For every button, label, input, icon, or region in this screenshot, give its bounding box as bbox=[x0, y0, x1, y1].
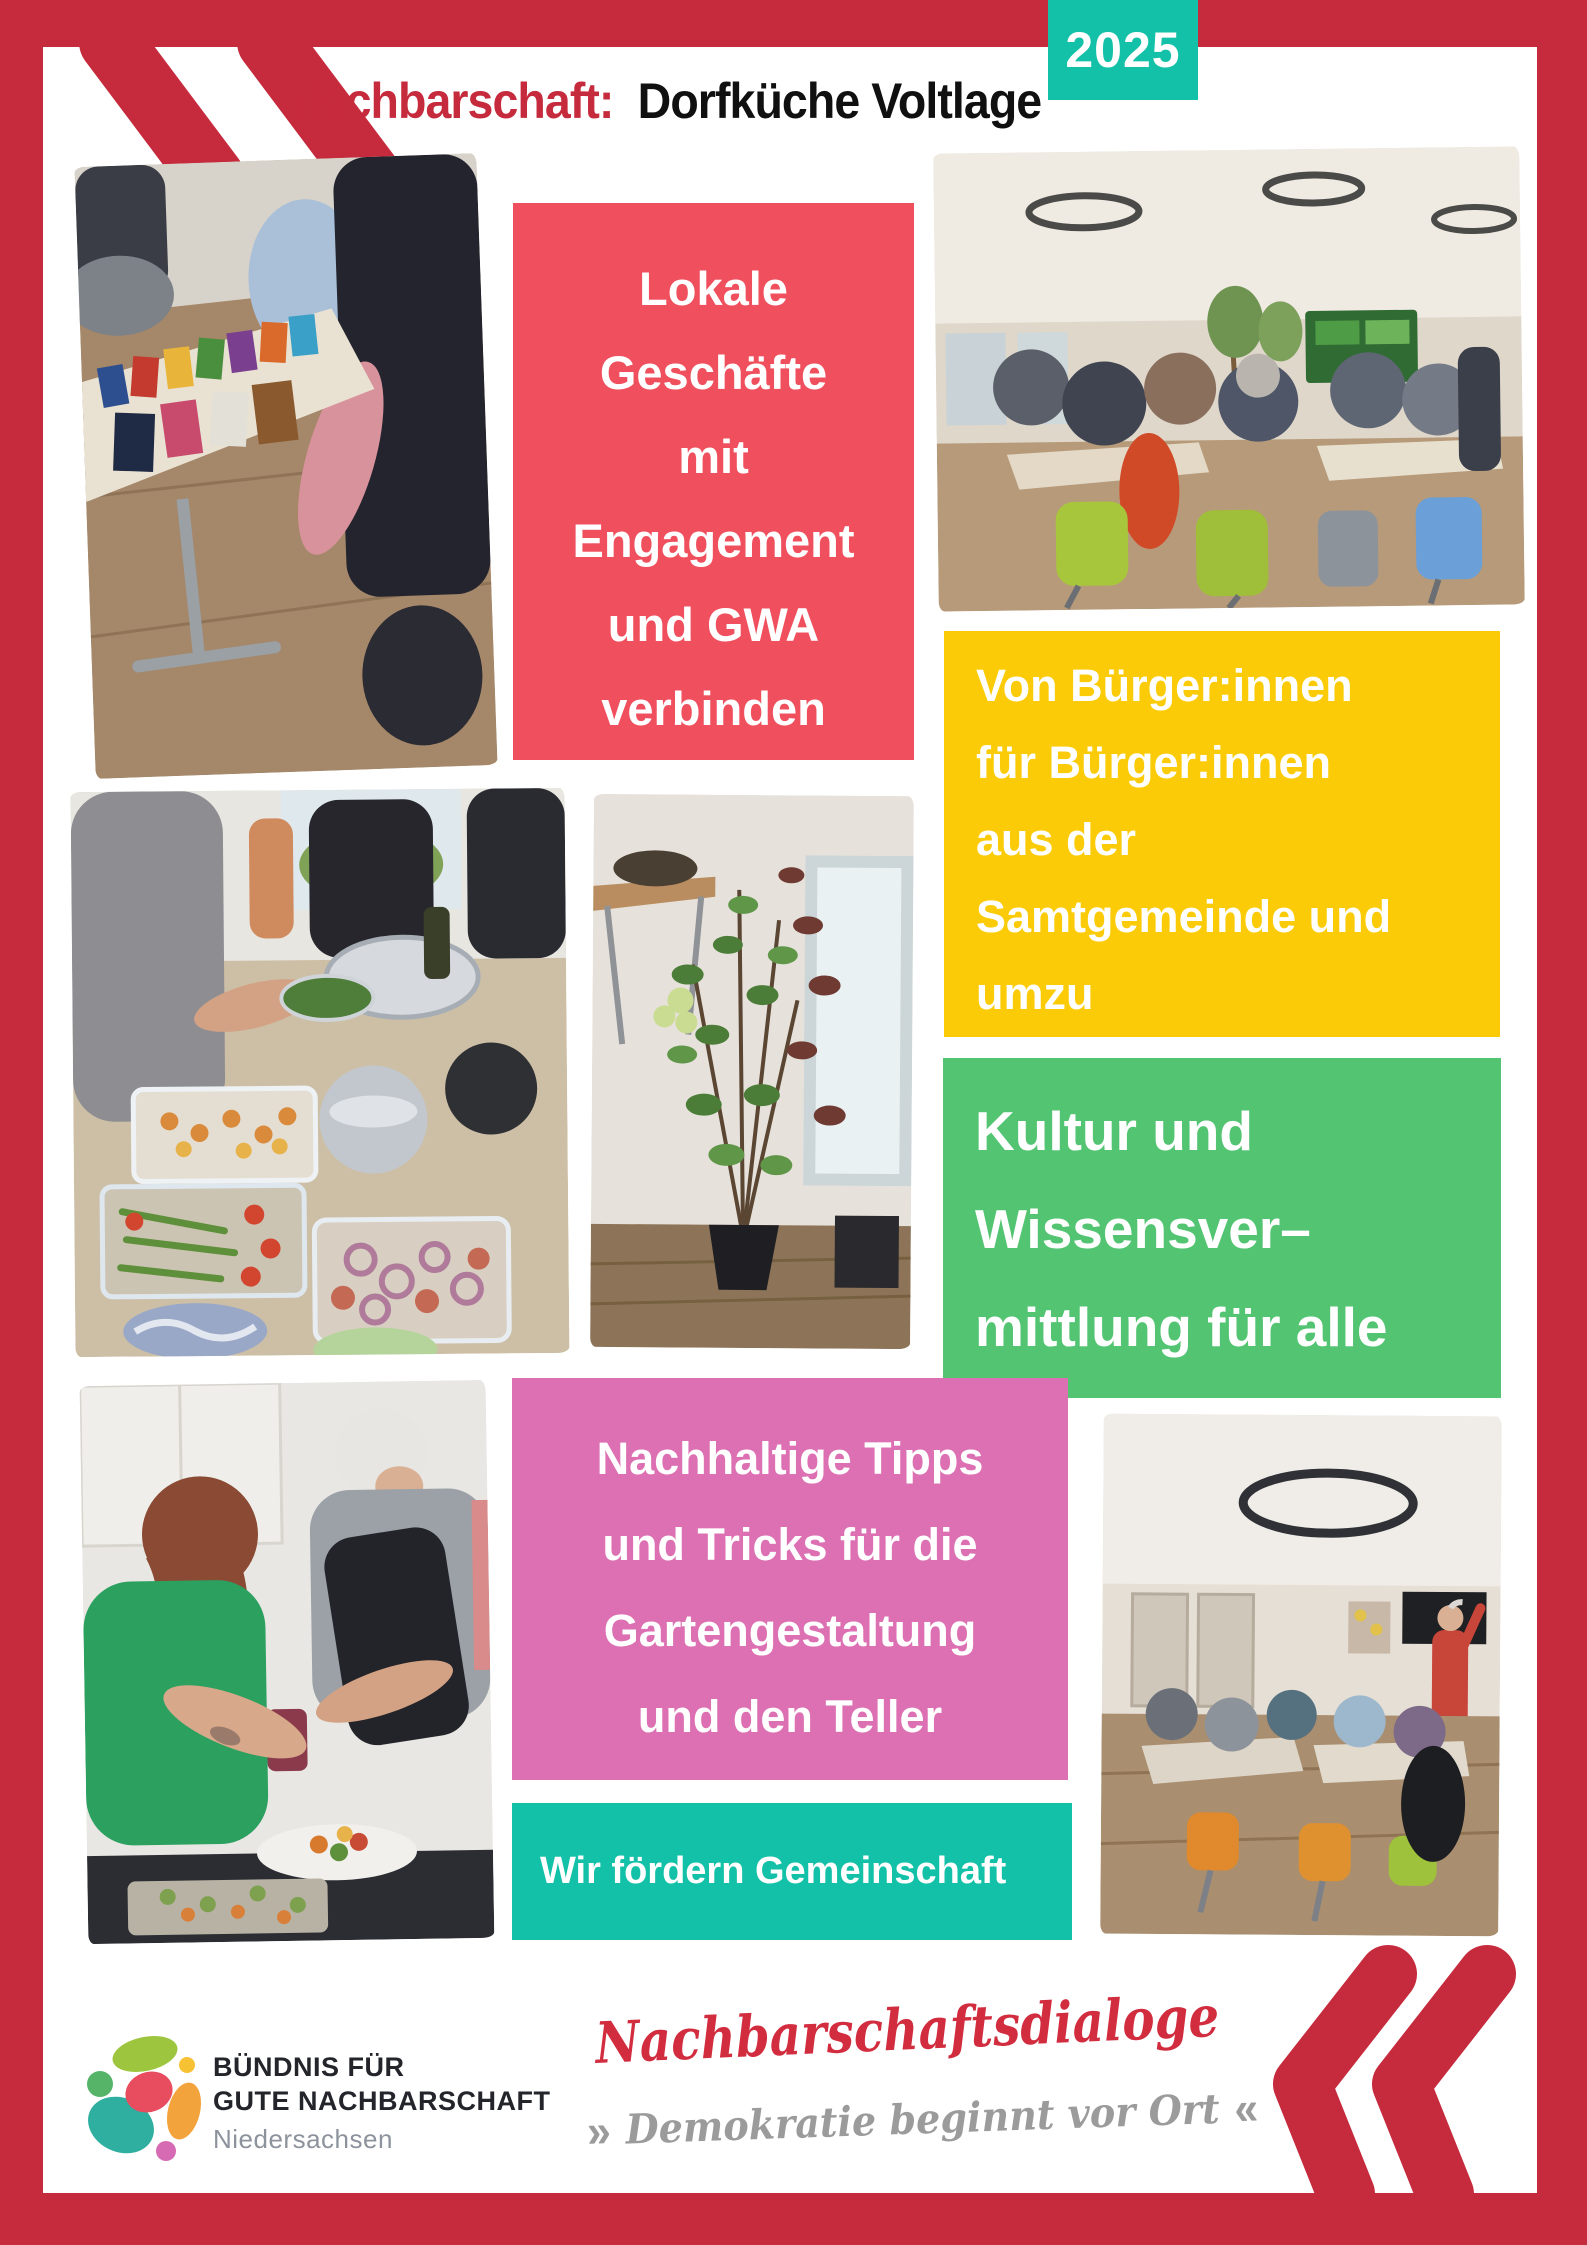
logo-line3: Niedersachsen bbox=[213, 2124, 393, 2154]
block-pink-line: und den Teller bbox=[637, 1691, 943, 1742]
year-badge bbox=[1048, 0, 1198, 100]
photo-meeting-presentation bbox=[933, 146, 1525, 611]
block-yellow-line: für Bürger:innen bbox=[976, 737, 1331, 788]
block-red-line: Lokale bbox=[639, 262, 788, 315]
photo-cooking-prep bbox=[71, 788, 570, 1357]
buendnis-logo-text bbox=[213, 2050, 550, 2156]
message-block-teal bbox=[512, 1803, 1072, 1940]
logo-line2: GUTE NACHBARSCHAFT bbox=[213, 2086, 551, 2116]
block-green-line: Kultur und bbox=[975, 1100, 1253, 1162]
photo-plating-illustration bbox=[80, 1380, 495, 1944]
block-yellow-line: Samtgemeinde und bbox=[976, 891, 1392, 942]
block-green-line: mittlung für alle bbox=[975, 1296, 1388, 1358]
photo-meeting-tables-illustration bbox=[1100, 1414, 1502, 1937]
block-pink-line: und Tricks für die bbox=[602, 1519, 978, 1570]
guillemet-left-icon: « bbox=[1233, 2081, 1260, 2135]
photo-plant-illustration bbox=[590, 794, 914, 1349]
closing-quote-icon bbox=[1262, 1944, 1542, 2204]
nachbarschaftsdialoge-wordmark: Nachbarschaftsdialoge bbox=[594, 1982, 1221, 2077]
block-red-line: verbinden bbox=[601, 682, 826, 735]
block-teal-text: Wir fördern Gemeinschaft bbox=[540, 1850, 1007, 1892]
frame-left bbox=[0, 0, 43, 2245]
year-badge-label: 2025 bbox=[1065, 22, 1181, 78]
block-red-line: mit bbox=[678, 430, 749, 483]
slogan bbox=[586, 2081, 1259, 2158]
block-yellow-line: umzu bbox=[976, 968, 1094, 1019]
block-pink-line: Nachhaltige Tipps bbox=[596, 1433, 984, 1484]
slogan-text: Demokratie beginnt vor Ort bbox=[624, 2084, 1221, 2154]
title-main: Dorfküche Voltlage bbox=[637, 73, 1042, 129]
block-green-line: Wissensver– bbox=[975, 1198, 1311, 1260]
page-title bbox=[288, 72, 1041, 130]
photo-plating bbox=[80, 1380, 495, 1944]
photo-meeting-presentation-illustration bbox=[933, 146, 1525, 611]
photo-plant bbox=[590, 794, 914, 1349]
block-red-line: Geschäfte bbox=[599, 346, 828, 399]
block-pink-line: Gartengestaltung bbox=[603, 1605, 977, 1656]
photo-cooking-prep-illustration bbox=[71, 788, 570, 1357]
frame-right bbox=[1537, 0, 1587, 2245]
photo-meeting-tables bbox=[1100, 1414, 1502, 1937]
message-block-green bbox=[943, 1058, 1501, 1398]
title-prefix: Nachbarschaft: bbox=[288, 73, 614, 129]
photo-books-illustration bbox=[74, 153, 497, 779]
photo-books-table bbox=[74, 153, 497, 779]
buendnis-logo-icon bbox=[83, 2032, 208, 2162]
logo-line1: BÜNDNIS FÜR bbox=[213, 2052, 405, 2082]
message-block-yellow bbox=[944, 631, 1500, 1037]
block-red-line: Engagement bbox=[572, 514, 855, 567]
message-block-pink bbox=[512, 1378, 1068, 1780]
block-red-line: und GWA bbox=[607, 598, 820, 651]
guillemet-right-icon: » bbox=[586, 2104, 612, 2157]
message-block-red bbox=[513, 203, 914, 760]
block-yellow-line: aus der bbox=[976, 814, 1137, 865]
block-yellow-line: Von Bürger:innen bbox=[976, 660, 1353, 711]
